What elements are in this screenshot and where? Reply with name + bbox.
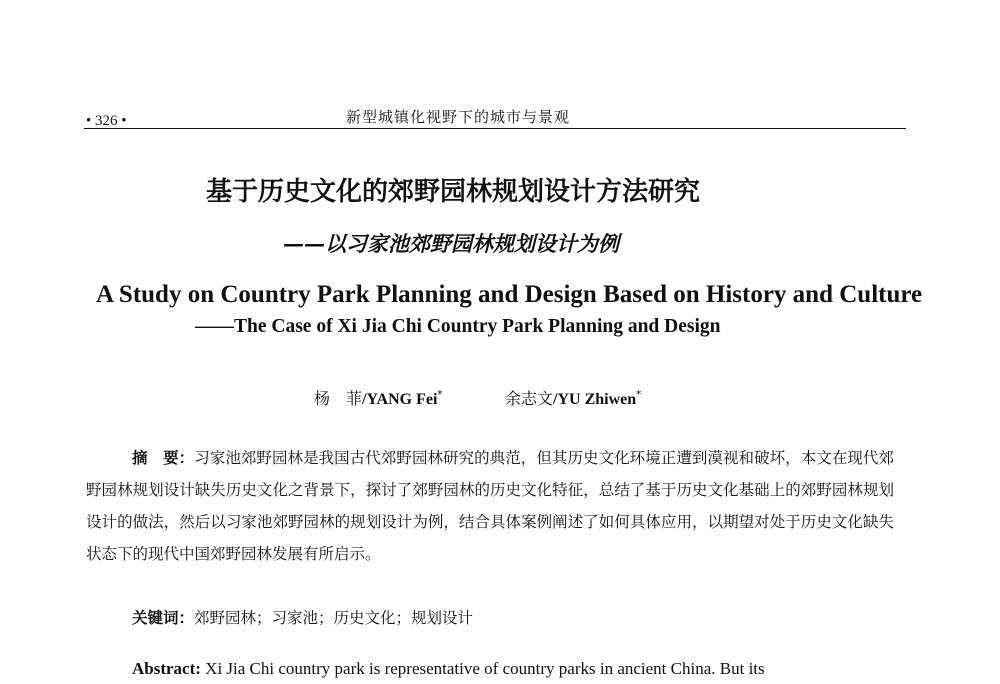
keywords-cn-text: 郊野园林；习家池；历史文化；规划设计: [194, 609, 474, 627]
author-1-name-en: /YANG Fei: [362, 391, 438, 408]
author-2: [505, 386, 641, 409]
keywords-chinese: [132, 606, 473, 628]
abstract-en-label: Abstract:: [132, 659, 201, 678]
author-2-name-cn: 余志文: [505, 389, 554, 408]
abstract-cn-text: 习家池郊野园林是我国古代郊野园林研究的典范，但其历史文化环境正遭到漠视和破坏，本文在现代郊野园林规划设计缺失历史文化之背景下，探讨了郊野园林的历史文化特征，总结了基于历史文化基础上的郊野园林规划设计的做法，然后以习家池郊野园林的规划设计为例，结合具体案例阐述了如何具体应用，以期望对处于历史文化缺失状态下的现代中国郊野园林发展有所启示。: [86, 449, 894, 563]
author-2-mark: *: [636, 389, 642, 401]
subtitle-chinese: ——以习家池郊野园林规划设计为例: [283, 231, 619, 256]
title-english: A Study on Country Park Planning and Design Based on History and Culture: [96, 281, 923, 308]
author-1-name-cn: 杨 菲: [314, 389, 363, 408]
page-number: • 326 •: [86, 113, 127, 129]
author-1: [314, 386, 442, 409]
running-title: 新型城镇化视野下的城市与景观: [346, 108, 571, 126]
keywords-cn-label: 关键词：: [132, 609, 195, 627]
header-rule: [84, 128, 906, 129]
abstract-en-text: Xi Jia Chi country park is representative of country parks in ancient China. But its: [200, 659, 765, 678]
author-1-mark: *: [437, 389, 443, 401]
abstract-cn-label: 摘 要：: [132, 449, 195, 467]
title-chinese: 基于历史文化的郊野园林规划设计方法研究: [206, 177, 701, 207]
subtitle-english: ——The Case of Xi Jia Chi Country Park Planning and Design: [195, 316, 721, 337]
abstract-english: [132, 659, 765, 679]
author-2-name-en: /YU Zhiwen: [553, 391, 637, 408]
abstract-chinese: [86, 442, 894, 570]
